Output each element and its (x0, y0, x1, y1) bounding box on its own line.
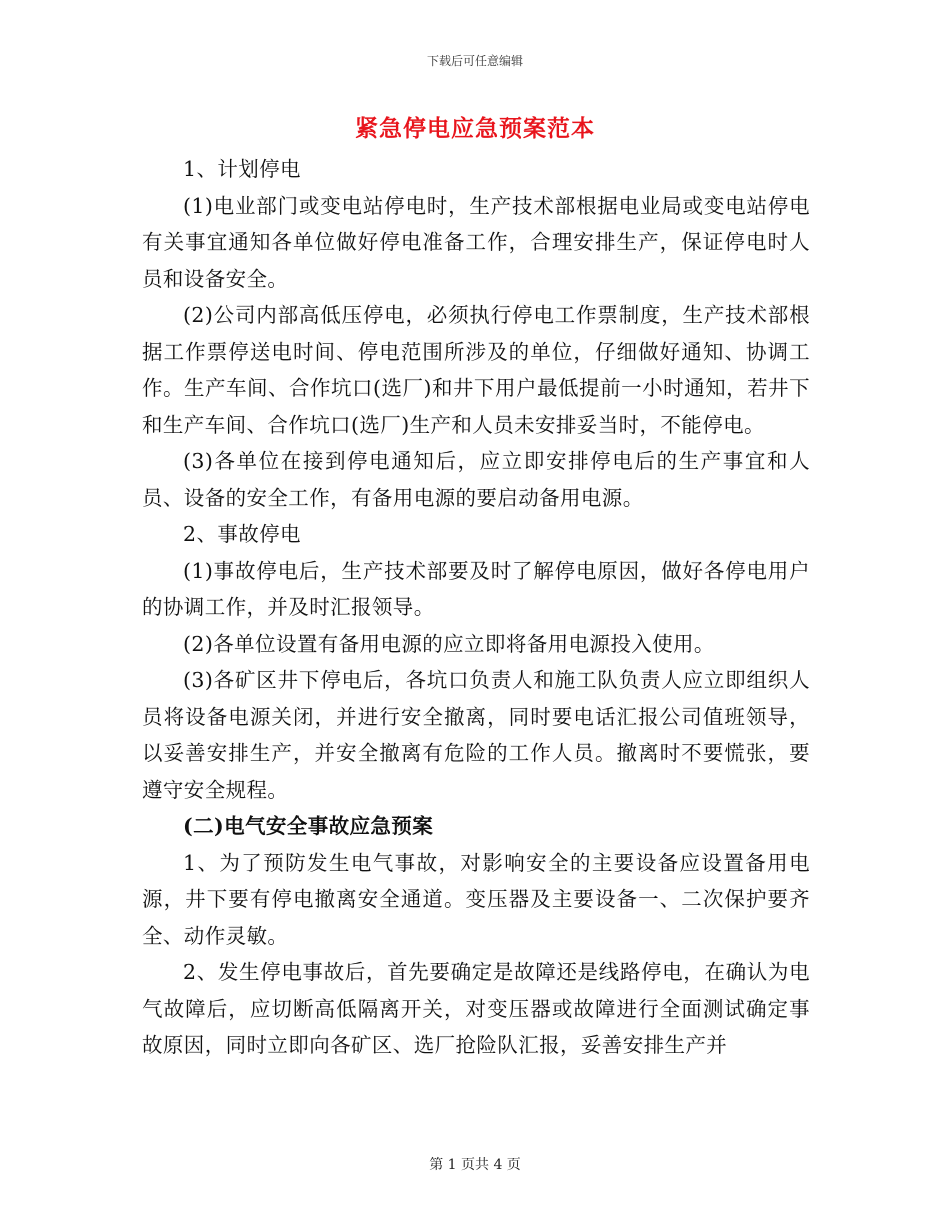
paragraph: (2)各单位设置有备用电源的应立即将备用电源投入使用。 (183, 631, 715, 656)
paragraph: 2、发生停电事故后，首先要确定是故障还是线路停电，在确认为电气故障后，应切断高低隔离开关，对变压器或故障进行全面测试确定事故原因，同时立即向各矿区、选厂抢险队汇报，妥善安排生产并 (142, 960, 810, 1057)
paragraph: 1、为了预防发生电气事故，对影响安全的主要设备应设置备用电源，井下要有停电撤离安全通道。变压器及主要设备一、二次保护要齐全、动作灵敏。 (142, 850, 810, 948)
section-heading-planned-outage: 1、计划停电 (183, 157, 301, 181)
paragraph: (3)各单位在接到停电通知后，应立即安排停电后的生产事宜和人员、设备的安全工作，有备用电源的要启动备用电源。 (142, 449, 810, 510)
page-number: 第 1 页共 4 页 (429, 1157, 521, 1173)
paragraph: (3)各矿区井下停电后，各坑口负责人和施工队负责人应立即组织人员将设备电源关闭，并进行安全撤离，同时要电话汇报公司值班领导，以妥善安排生产，并安全撤离有危险的工作人员。撤离时不要慌张，要遵守安全规程。 (142, 668, 810, 802)
document-title: 紧急停电应急预案范本 (355, 115, 595, 142)
paragraph: (1)事故停电后，生产技术部要及时了解停电原因，做好各停电用户的协调工作，并及时汇报领导。 (142, 558, 810, 619)
page-header-note: 下载后可任意编辑 (426, 54, 523, 68)
paragraph: (2)公司内部高低压停电，必须执行停电工作票制度，生产技术部根据工作票停送电时间、停电范围所涉及的单位，仔细做好通知、协调工作。生产车间、合作坑口(选厂)和井下用户最低提前一小时通知，若井下和生产车间、合作坑口(选厂)生产和人员未安排妥当时，不能停电。 (142, 303, 810, 437)
document-body (142, 151, 810, 1064)
section-heading-accident-outage: 2、事故停电 (183, 522, 301, 546)
section-heading-electrical-safety: (二)电气安全事故应急预案 (183, 814, 434, 838)
paragraph: (1)电业部门或变电站停电时，生产技术部根据电业局或变电站停电有关事宜通知各单位做好停电准备工作，合理安排生产，保证停电时人员和设备安全。 (142, 193, 810, 291)
